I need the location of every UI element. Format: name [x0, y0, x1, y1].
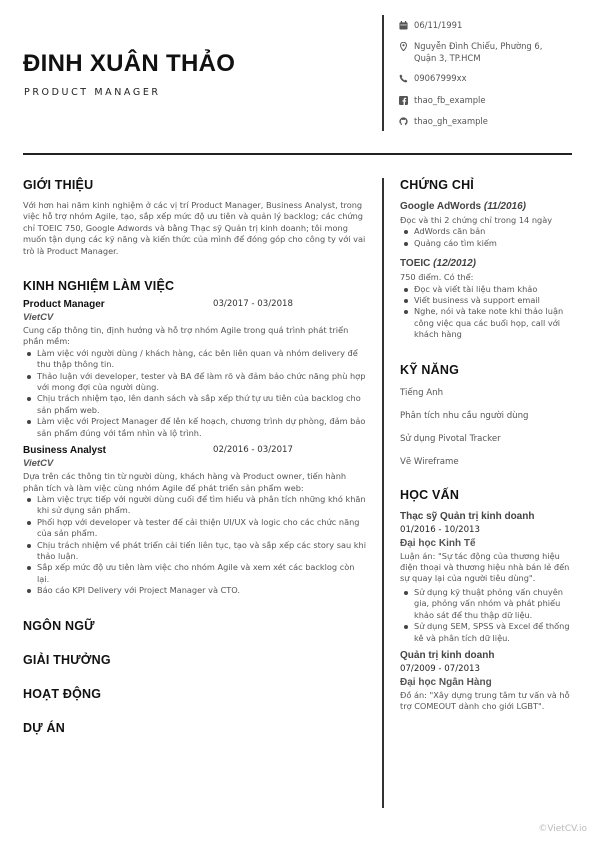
list-item: Làm việc với Project Manager để lên kế hoạch, chương trình dự phòng, đảm bảo sản phẩm đúng với tầm nhìn và lộ trình. [23, 416, 369, 439]
list-item: Quảng cáo tìm kiếm [400, 238, 572, 249]
list-item: Phối hợp với developer và tester để cải thiện UI/UX và logic cho các chức năng của sản phẩm. [23, 517, 369, 540]
skills-title: KỸ NĂNG [400, 362, 460, 377]
job-date: 02/2016 - 03/2017 [213, 445, 293, 456]
job-entry [23, 445, 369, 596]
skill-item: Phân tích nhu cầu người dùng [400, 410, 529, 421]
contact-phone [398, 73, 588, 85]
job-bullets [23, 494, 369, 597]
activities-title: HOẠT ĐỘNG [23, 686, 102, 701]
skill-item: Vẽ Wireframe [400, 456, 459, 467]
certificate-name: Google AdWords [400, 201, 482, 212]
header-divider [382, 15, 384, 131]
list-item: Chịu trách nhiệm về phát triển cải tiến liên tục, tạo và sắp xếp các story sau khi thảo luận. [23, 540, 369, 563]
list-item: Nghe, nói và take note khi thảo luận công việc qua các buổi họp, call với khách hàng [400, 306, 572, 340]
calendar-icon [398, 20, 408, 31]
job-summary: Dựa trên các thông tin từ người dùng, khách hàng và Product owner, tiến hành phân tích và làm việc cùng nhóm Agile để phát triển sản phẩm web: [23, 471, 347, 493]
education-degree: Quản trị kinh doanh [400, 649, 495, 661]
education-entry [400, 650, 572, 713]
job-summary: Cung cấp thông tin, định hướng và hỗ trợ nhóm Agile trong quá trình phát triển phần mềm: [23, 325, 349, 347]
experience-title: KINH NGHIỆM LÀM VIỆC [23, 279, 175, 294]
facebook-text: thao_fb_example [414, 95, 486, 105]
certificate-name: TOEIC [400, 258, 431, 270]
phone-icon [398, 73, 408, 84]
list-item: Đọc và viết tài liệu tham khảo [400, 284, 572, 295]
list-item: AdWords căn bản [400, 226, 572, 237]
intro-title: GIỚI THIỆU [23, 178, 94, 192]
job-company: VietCV [23, 458, 54, 470]
birthday-text: 06/11/1991 [414, 20, 463, 30]
github-icon [398, 116, 408, 127]
list-item: Viết business và support email [400, 295, 572, 306]
awards-title: GIẢI THƯỞNG [23, 652, 111, 667]
github-text: thao_gh_example [414, 116, 488, 126]
certificate-entry [400, 258, 572, 340]
header-rule [23, 153, 572, 155]
education-degree: Thạc sỹ Quản trị kinh doanh [400, 510, 535, 522]
contact-facebook[interactable] [398, 95, 588, 107]
location-pin-icon [398, 41, 408, 52]
certificate-bullets [400, 226, 572, 249]
education-date: 07/2009 - 07/2013 [400, 663, 480, 674]
facebook-icon [398, 95, 408, 106]
languages-title: NGÔN NGỮ [23, 618, 95, 633]
candidate-name: ĐINH XUÂN THẢO [23, 50, 236, 77]
skill-item: Tiếng Anh [400, 387, 444, 398]
left-column [23, 178, 369, 735]
column-divider [382, 178, 384, 808]
education-title: HỌC VẤN [400, 487, 460, 502]
certificates-title: CHỨNG CHỈ [400, 178, 474, 192]
list-item: Làm việc với người dùng / khách hàng, các bên liên quan và nhóm delivery để thu thập thông tin. [23, 348, 369, 371]
list-item: Thảo luận với developer, tester và BA để làm rõ và đảm bảo chức năng phù hợp với mong đợi của người dùng. [23, 371, 369, 394]
education-school: Đại học Kinh Tế [400, 537, 476, 549]
phone-text: 09067999xx [414, 73, 467, 83]
candidate-role: PRODUCT MANAGER [24, 87, 161, 98]
certificate-desc: Đọc và thi 2 chứng chỉ trong 14 ngày [400, 215, 553, 225]
list-item: Sử dụng kỹ thuật phỏng vấn chuyên gia, phỏng vấn nhóm và phát phiếu khảo sát để thu thập dữ liệu. [400, 587, 572, 621]
right-column [400, 178, 572, 713]
list-item: Sử dụng SEM, SPSS và Excel để thống kê và phân tích dữ liệu. [400, 621, 572, 644]
footer-watermark: ©VietCV.io [538, 824, 587, 834]
certificate-date: (12/2012) [433, 258, 476, 270]
certificate-date: (11/2016) [483, 201, 526, 212]
projects-title: DỰ ÁN [23, 720, 65, 735]
job-title: Business Analyst [23, 445, 106, 457]
job-title: Product Manager [23, 299, 105, 311]
job-bullets [23, 348, 369, 439]
list-item: Báo cáo KPI Delivery với Project Manager và CTO. [23, 585, 369, 596]
job-entry [23, 299, 369, 439]
job-date: 03/2017 - 03/2018 [213, 299, 293, 310]
list-item: Làm việc trực tiếp với người dùng cuối để tìm hiểu và phân tích những khó khăn khi sử dụng sản phẩm. [23, 494, 369, 517]
education-bullets [400, 587, 572, 644]
contact-github[interactable] [398, 116, 588, 128]
address-text: Nguyễn Đình Chiểu, Phường 6, Quận 3, TP.HCM [414, 41, 543, 63]
education-date: 01/2016 - 10/2013 [400, 524, 480, 535]
education-desc: Luận án: "Sự tác động của thương hiệu điện thoại và thương hiệu nhà bán lẻ đến sự quay lại của người tiêu dùng". [400, 550, 570, 584]
contact-address [398, 41, 588, 64]
job-company: VietCV [23, 312, 54, 324]
certificate-bullets [400, 284, 572, 341]
education-desc: Đồ án: "Xây dựng trung tâm tư vấn và hỗ trợ COMEOUT dành cho giới LGBT". [400, 689, 570, 712]
intro-text: Với hơn hai năm kinh nghiệm ở các vị trí Product Manager, Business Analyst, trong việc hỗ trợ nhóm Agile, tạo, sắp xếp mức độ ưu tiên và quản lý backlog; các chứng chỉ TOEIC 750, Google Adwords và bằng Thạc sỹ Quản trị kinh doanh; tôi mong muốn tận dụng các kỹ năng và kiến thức của mình để đóng góp cho công ty với vai trò là Product Manager. [23, 200, 366, 256]
education-entry [400, 511, 572, 644]
certificate-desc: 750 điểm. Có thể: [400, 272, 474, 283]
education-school: Đại học Ngân Hàng [400, 676, 492, 688]
list-item: Sắp xếp mức độ ưu tiên làm việc cho nhóm Agile và xem xét các backlog còn lại. [23, 562, 369, 585]
skill-item: Sử dụng Pivotal Tracker [400, 433, 501, 444]
contact-birthday [398, 20, 588, 32]
certificate-entry [400, 201, 572, 249]
list-item: Chịu trách nhiệm tạo, lên danh sách và sắp xếp thứ tự ưu tiên của backlog cho sản phẩm web. [23, 393, 369, 416]
